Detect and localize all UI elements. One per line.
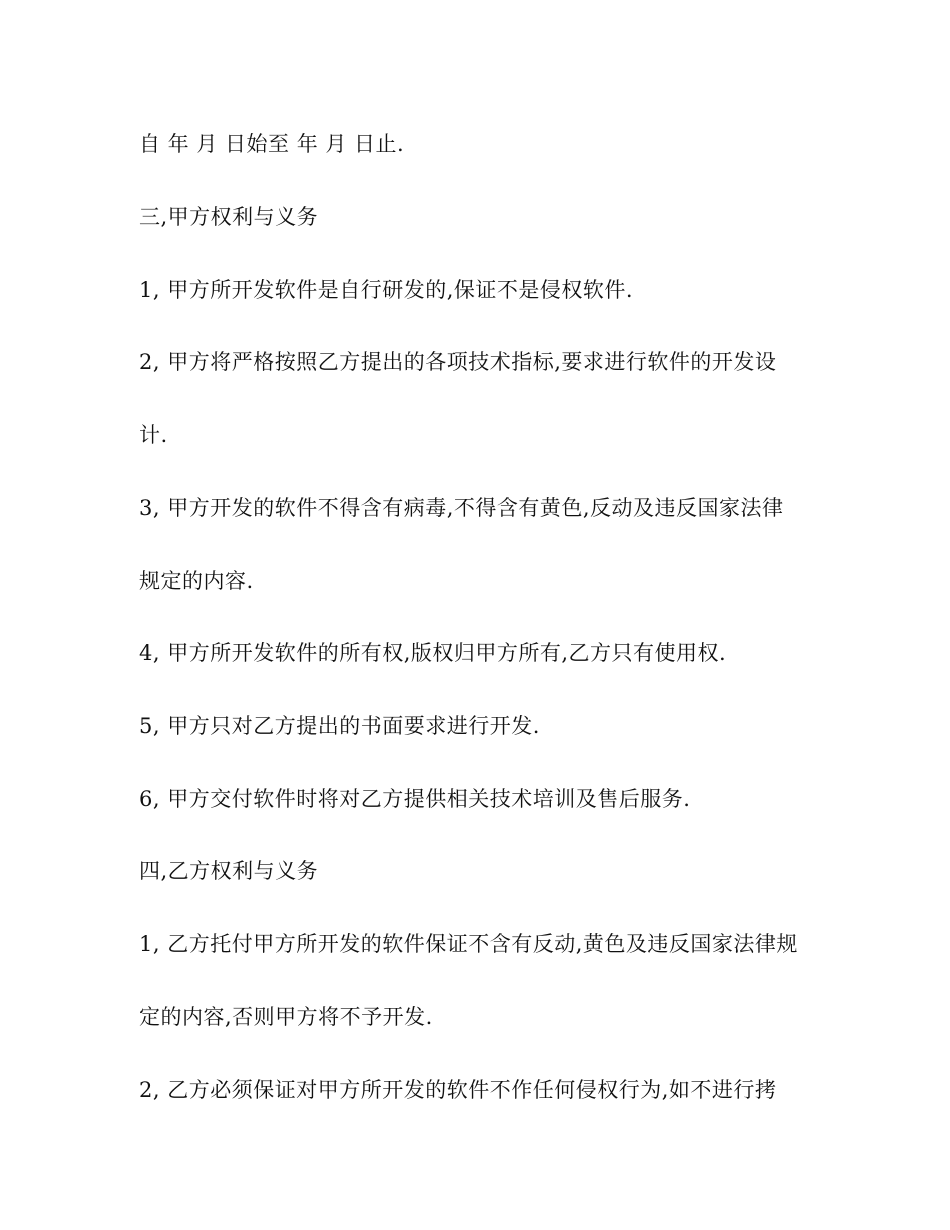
text-line-a3-cont: 规定的内容.	[139, 569, 254, 593]
text-line-b1-cont: 定的内容,否则甲方将不予开发.	[139, 1005, 433, 1029]
text-line-a6: 6, 甲方交付软件时将对乙方提供相关技术培训及售后服务.	[139, 787, 691, 811]
text-line-a4: 4, 甲方所开发软件的所有权,版权归甲方所有,乙方只有使用权.	[139, 641, 727, 665]
text-line-a2: 2, 甲方将严格按照乙方提出的各项技术指标,要求进行软件的开发设	[139, 350, 777, 374]
text-line-a1: 1, 甲方所开发软件是自行研发的,保证不是侵权软件.	[139, 278, 634, 302]
text-line-b2: 2, 乙方必须保证对甲方所开发的软件不作任何侵权行为,如不进行拷	[139, 1078, 777, 1102]
text-line-a3: 3, 甲方开发的软件不得含有病毒,不得含有黄色,反动及违反国家法律	[139, 496, 784, 520]
text-line-a5: 5, 甲方只对乙方提出的书面要求进行开发.	[139, 714, 540, 738]
text-line-term-period: 自 年 月 日始至 年 月 日止.	[139, 132, 405, 156]
text-line-a2-cont: 计.	[139, 423, 168, 447]
section-heading-party-b: 四,乙方权利与义务	[139, 859, 319, 883]
section-heading-party-a: 三,甲方权利与义务	[139, 205, 319, 229]
text-line-b1: 1, 乙方托付甲方所开发的软件保证不含有反动,黄色及违反国家法律规	[139, 932, 798, 956]
